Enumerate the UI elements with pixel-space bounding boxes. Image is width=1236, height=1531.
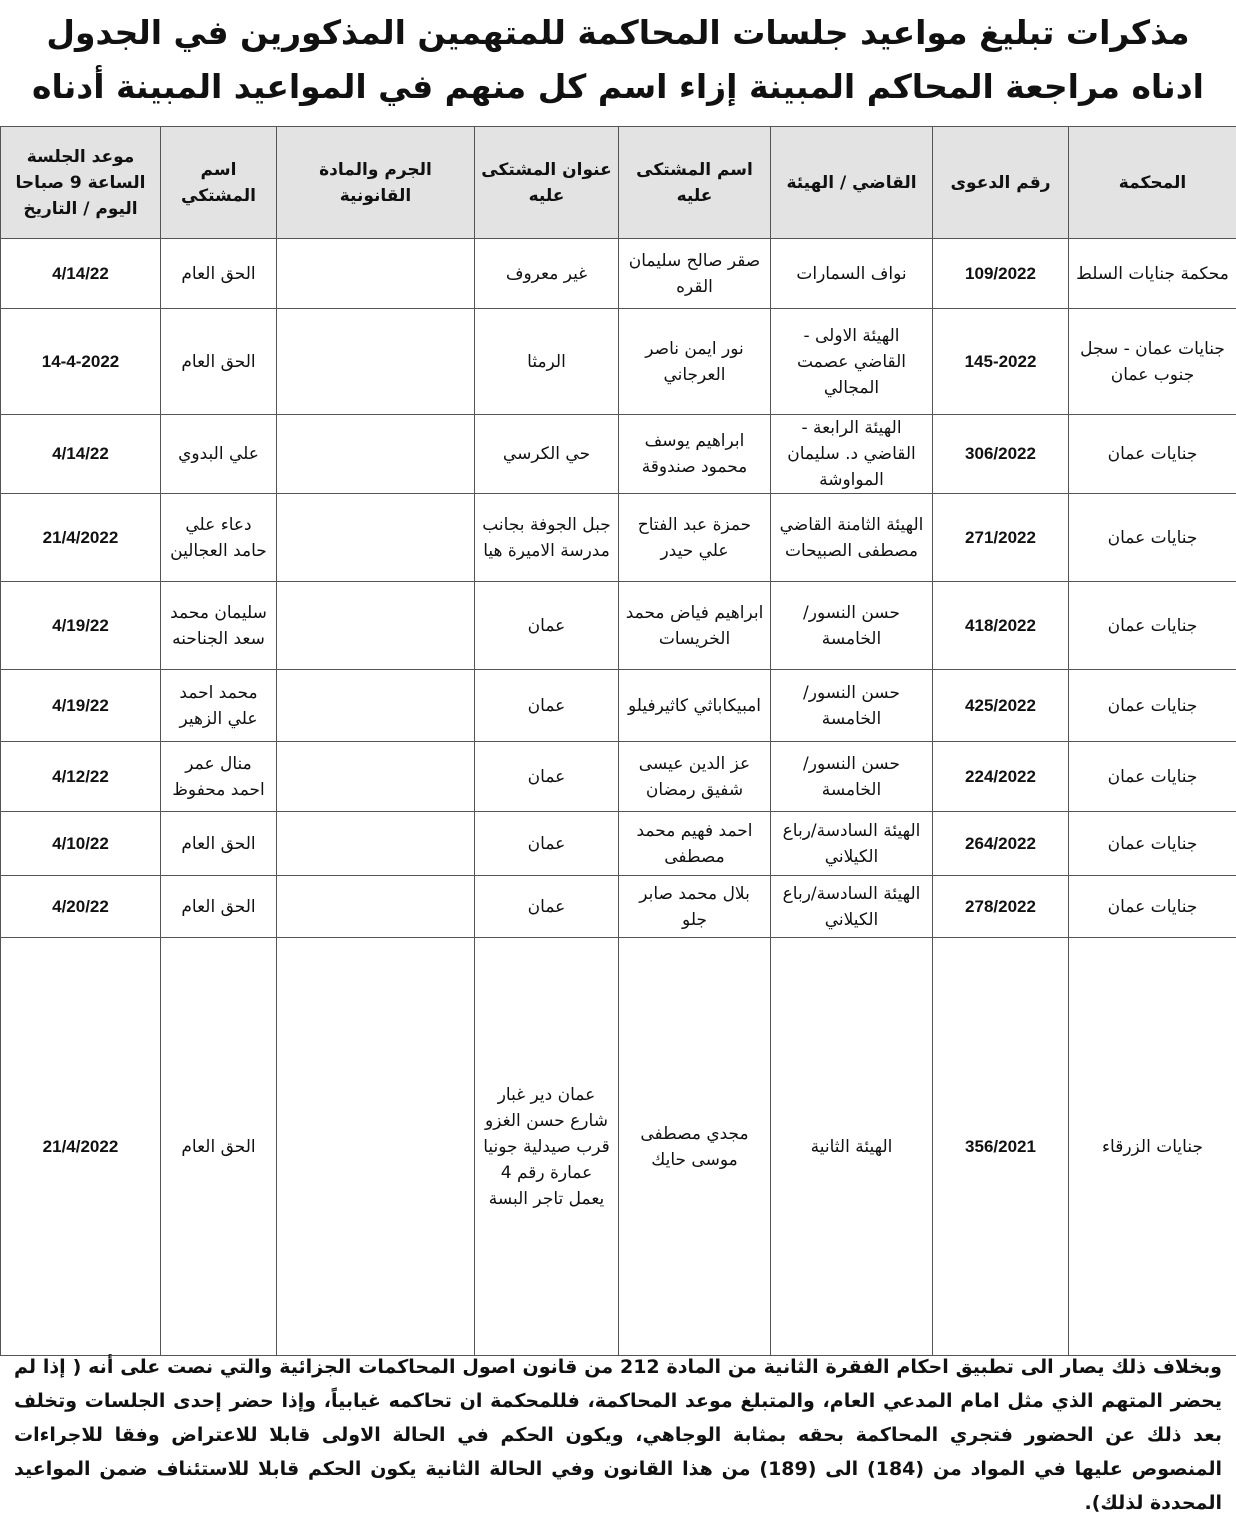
cell-case-no: 306/2022 <box>933 415 1069 494</box>
table-row <box>1 494 1236 582</box>
cell-court: جنايات الزرقاء <box>1069 938 1236 1356</box>
cell-address: عمان <box>475 812 619 876</box>
cell-date: 4/10/22 <box>1 812 161 876</box>
cell-crime <box>277 309 475 415</box>
header-court: المحكمة <box>1069 127 1236 239</box>
cell-date: 4/14/22 <box>1 415 161 494</box>
cell-case-no: 264/2022 <box>933 812 1069 876</box>
cell-crime <box>277 742 475 812</box>
cell-date: 4/19/22 <box>1 670 161 742</box>
cell-address: حي الكرسي <box>475 415 619 494</box>
cell-court: جنايات عمان <box>1069 494 1236 582</box>
table-row <box>1 582 1236 670</box>
cell-complainant: الحق العام <box>161 239 277 309</box>
cell-complainant: محمد احمد علي الزهير <box>161 670 277 742</box>
cell-court: جنايات عمان <box>1069 742 1236 812</box>
table-row <box>1 812 1236 876</box>
cell-case-no: 418/2022 <box>933 582 1069 670</box>
header-complainant: اسم المشتكي <box>161 127 277 239</box>
cell-judge: الهيئة السادسة/رباع الكيلاني <box>771 876 933 938</box>
cell-defendant: صقر صالح سليمان القره <box>619 239 771 309</box>
cell-complainant: الحق العام <box>161 938 277 1356</box>
cell-crime <box>277 812 475 876</box>
cell-defendant: بلال محمد صابر جلو <box>619 876 771 938</box>
cell-case-no: 224/2022 <box>933 742 1069 812</box>
cell-case-no: 271/2022 <box>933 494 1069 582</box>
cell-crime <box>277 582 475 670</box>
cell-defendant: احمد فهيم محمد مصطفى <box>619 812 771 876</box>
cell-judge: الهيئة الثانية <box>771 938 933 1356</box>
cell-defendant: عز الدين عيسى شفيق رمضان <box>619 742 771 812</box>
cell-complainant: دعاء علي حامد العجالين <box>161 494 277 582</box>
cell-case-no: 356/2021 <box>933 938 1069 1356</box>
cell-complainant: الحق العام <box>161 812 277 876</box>
cell-date: 4/20/22 <box>1 876 161 938</box>
cell-address: جبل الجوفة بجانب مدرسة الاميرة هيا <box>475 494 619 582</box>
header-case-no: رقم الدعوى <box>933 127 1069 239</box>
cell-defendant: مجدي مصطفى موسى حايك <box>619 938 771 1356</box>
cell-complainant: الحق العام <box>161 876 277 938</box>
cell-court: جنايات عمان <box>1069 415 1236 494</box>
cell-court: جنايات عمان - سجل جنوب عمان <box>1069 309 1236 415</box>
table-row <box>1 938 1236 1356</box>
cell-judge: الهيئة الرابعة - القاضي د. سليمان المواوشة <box>771 415 933 494</box>
cell-court: محكمة جنايات السلط <box>1069 239 1236 309</box>
cell-address: عمان <box>475 670 619 742</box>
cell-defendant: ابراهيم فياض محمد الخريسات <box>619 582 771 670</box>
table-row <box>1 742 1236 812</box>
cell-address: عمان دير غبار شارع حسن الغزو قرب صيدلية جونيا عمارة رقم 4 يعمل تاجر البسة <box>475 938 619 1356</box>
cell-judge: الهيئة الاولى - القاضي عصمت المجالي <box>771 309 933 415</box>
cell-case-no: 109/2022 <box>933 239 1069 309</box>
cell-complainant: سليمان محمد سعد الجناحنه <box>161 582 277 670</box>
cell-judge: حسن النسور/ الخامسة <box>771 582 933 670</box>
cell-complainant: الحق العام <box>161 309 277 415</box>
cell-judge: الهيئة الثامنة القاضي مصطفى الصبيحات <box>771 494 933 582</box>
table-row <box>1 239 1236 309</box>
cell-case-no: 145-2022 <box>933 309 1069 415</box>
header-address: عنوان المشتكى عليه <box>475 127 619 239</box>
header-defendant: اسم المشتكى عليه <box>619 127 771 239</box>
cell-crime <box>277 670 475 742</box>
cell-case-no: 278/2022 <box>933 876 1069 938</box>
cell-crime <box>277 239 475 309</box>
cell-defendant: نور ايمن ناصر العرجاني <box>619 309 771 415</box>
cell-address: الرمثا <box>475 309 619 415</box>
cell-date: 4/19/22 <box>1 582 161 670</box>
cell-complainant: علي البدوي <box>161 415 277 494</box>
table-row <box>1 309 1236 415</box>
cell-address: عمان <box>475 742 619 812</box>
cell-crime <box>277 938 475 1356</box>
header-crime: الجرم والمادة القانونية <box>277 127 475 239</box>
header-date: موعد الجلسة الساعة 9 صباحا اليوم / التاريخ <box>1 127 161 239</box>
cell-court: جنايات عمان <box>1069 670 1236 742</box>
table-row <box>1 876 1236 938</box>
cell-defendant: ابراهيم يوسف محمود صندوقة <box>619 415 771 494</box>
page-title: مذكرات تبليغ مواعيد جلسات المحاكمة للمتهمين المذكورين في الجدول ادناه مراجعة المحاكم المبينة إزاء اسم كل منهم في المواعيد المبينة أدناه <box>32 13 1204 106</box>
cell-court: جنايات عمان <box>1069 876 1236 938</box>
cell-address: عمان <box>475 876 619 938</box>
cell-crime <box>277 876 475 938</box>
cell-date: 4/12/22 <box>1 742 161 812</box>
cell-court: جنايات عمان <box>1069 812 1236 876</box>
cell-defendant: حمزة عبد الفتاح علي حيدر <box>619 494 771 582</box>
legal-notice: وبخلاف ذلك يصار الى تطبيق احكام الفقرة الثانية من المادة 212 من قانون اصول المحاكمات الجزائية والتي نصت على أنه ( إذا لم يحضر المتهم الذي مثل امام المدعي العام، والمتبلغ موعد المحاكمة، فللمحكمة ان تحاكمه غيابياً، وإذا حضر إحدى الجلسات وتخلف بعد ذلك عن الحضور فتجري المحاكمة بحقه بمثابة الوجاهي، ويكون الحكم في الحالة الاولى قابلا للاعتراض وفقا للاجراءات المنصوص عليها في المواد من (184) الى (189) من هذا القانون وفي الحالة الثانية يكون الحكم قابلا للاستئناف ضمن المواعيد المحددة لذلك). <box>14 1356 1222 1514</box>
cell-date: 21/4/2022 <box>1 494 161 582</box>
header-judge: القاضي / الهيئة <box>771 127 933 239</box>
cell-address: عمان <box>475 582 619 670</box>
cell-judge: نواف السمارات <box>771 239 933 309</box>
cell-crime <box>277 494 475 582</box>
cell-complainant: منال عمر احمد محفوظ <box>161 742 277 812</box>
cell-address: غير معروف <box>475 239 619 309</box>
cell-case-no: 425/2022 <box>933 670 1069 742</box>
header-row <box>1 127 1236 239</box>
cell-date: 4/14/22 <box>1 239 161 309</box>
cell-judge: حسن النسور/ الخامسة <box>771 742 933 812</box>
cell-defendant: امبيكاباثي كاثيرفيلو <box>619 670 771 742</box>
court-schedule-table <box>0 126 1236 1356</box>
table-row <box>1 670 1236 742</box>
table-row <box>1 415 1236 494</box>
cell-court: جنايات عمان <box>1069 582 1236 670</box>
cell-date: 21/4/2022 <box>1 938 161 1356</box>
cell-crime <box>277 415 475 494</box>
cell-date: 14-4-2022 <box>1 309 161 415</box>
cell-judge: الهيئة السادسة/رباع الكيلاني <box>771 812 933 876</box>
cell-judge: حسن النسور/ الخامسة <box>771 670 933 742</box>
